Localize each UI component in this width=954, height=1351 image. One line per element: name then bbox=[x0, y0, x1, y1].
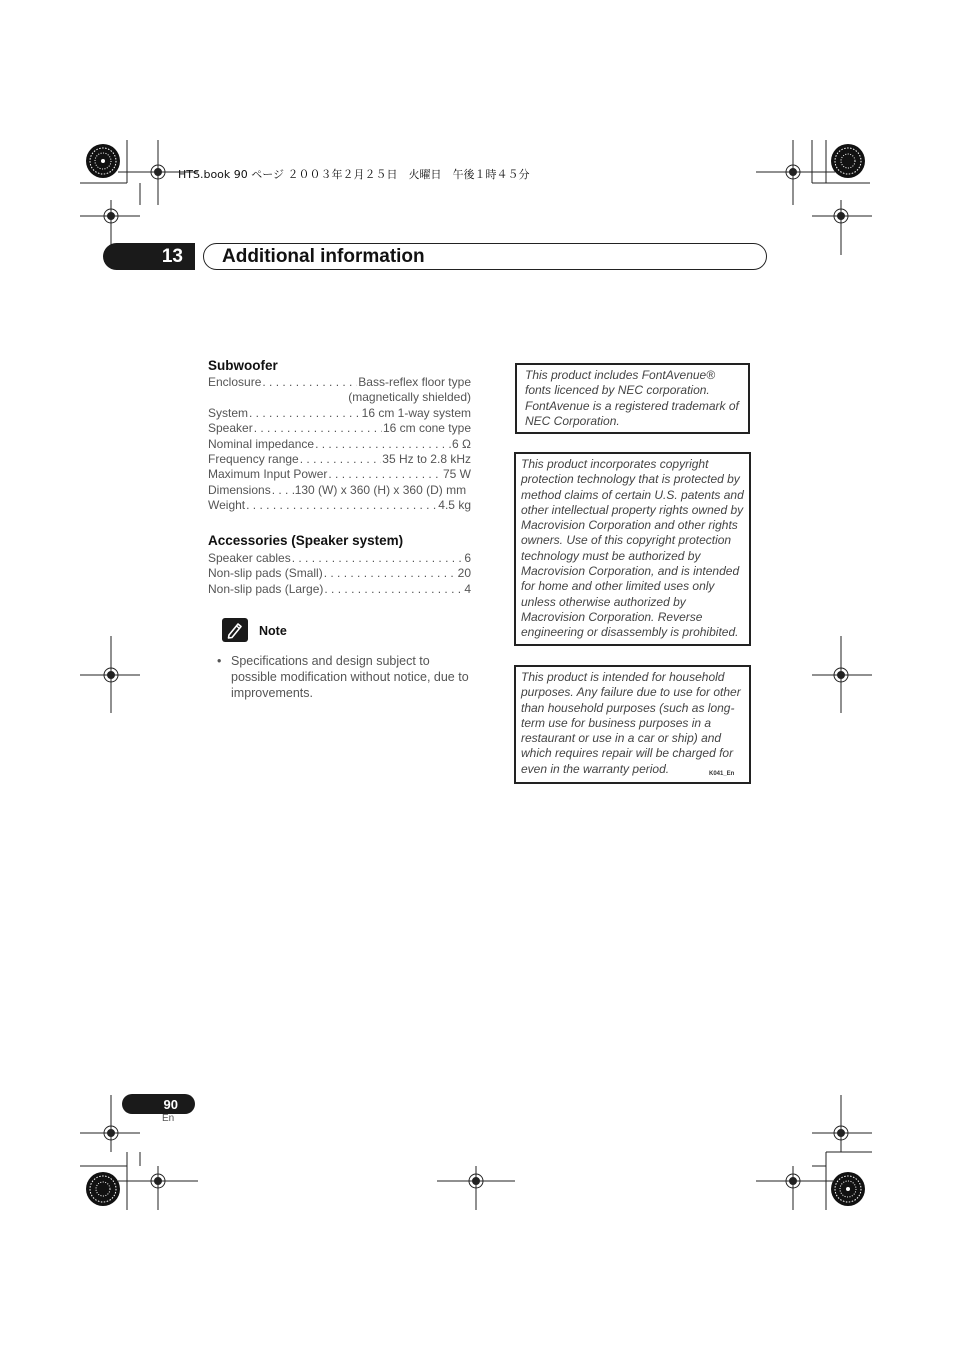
spec-label: Maximum Input Power bbox=[208, 467, 328, 482]
spec-row bbox=[208, 452, 471, 467]
starburst-mark bbox=[831, 144, 865, 178]
spec-row bbox=[208, 421, 471, 436]
fontavenue-notice-text: This product includes FontAvenue® fonts licenced by NEC corporation. FontAvenue is a registered trademark of NEC Corporation. bbox=[525, 368, 739, 428]
accessories-list bbox=[208, 551, 471, 597]
household-notice-text: This product is intended for household purposes. Any failure due to use for other than household purposes (such as long-term use for business purposes in a restaurant or use in a car or ship) and which requires repair will be charged for even in the warranty period. bbox=[521, 670, 741, 776]
spec-value: 35 Hz to 2.8 kHz bbox=[382, 451, 471, 466]
spec-continuation: (magnetically shielded) bbox=[348, 390, 471, 405]
accessory-count: 20 bbox=[457, 566, 471, 581]
registration-target bbox=[812, 1095, 872, 1152]
subwoofer-spec-list bbox=[208, 375, 471, 514]
bullet-dot: • bbox=[217, 654, 222, 668]
accessories-heading: Accessories (Speaker system) bbox=[208, 533, 404, 548]
note-bullet bbox=[217, 653, 479, 701]
starburst-mark bbox=[86, 1172, 120, 1206]
spec-value: 6 Ω bbox=[452, 436, 471, 451]
spec-row bbox=[208, 375, 471, 390]
spec-label: System bbox=[208, 405, 249, 420]
pencil-note-icon bbox=[222, 618, 248, 642]
note-label: Note bbox=[259, 624, 287, 638]
spec-row bbox=[208, 498, 471, 513]
registration-target bbox=[812, 636, 872, 713]
registration-target bbox=[80, 636, 140, 713]
accessory-count: 6 bbox=[464, 551, 471, 565]
spec-label: Enclosure bbox=[208, 375, 262, 389]
starburst-mark bbox=[86, 144, 120, 178]
registration-target bbox=[437, 1166, 515, 1210]
household-use-notice bbox=[514, 665, 751, 784]
spec-value: 130 (W) x 360 (H) x 360 (D) mm bbox=[294, 482, 467, 497]
subwoofer-heading: Subwoofer bbox=[208, 358, 278, 373]
document-code: K041_En bbox=[709, 771, 735, 777]
accessory-label: Speaker cables bbox=[208, 551, 291, 565]
page-number: 90 bbox=[122, 1094, 195, 1114]
spec-value: 16 cm cone type bbox=[382, 421, 471, 436]
spec-label: Nominal impedance bbox=[208, 436, 315, 451]
accessory-row bbox=[208, 582, 471, 597]
spec-value: 16 cm 1-way system bbox=[361, 405, 471, 420]
spec-label: Dimensions bbox=[208, 482, 271, 497]
accessory-label: Non-slip pads (Small) bbox=[208, 566, 323, 581]
page-language: En bbox=[162, 1113, 175, 1124]
spec-value: 75 W bbox=[442, 467, 471, 482]
chapter-title: Additional information bbox=[222, 246, 425, 267]
print-slug-line: HTS.book 90 ページ ２００３年２月２５日 火曜日 午後１時４５分 bbox=[178, 168, 530, 181]
chapter-number-tab: 13 bbox=[103, 243, 195, 270]
macrovision-notice bbox=[514, 452, 751, 646]
registration-target bbox=[118, 1166, 198, 1210]
spec-row bbox=[208, 406, 471, 421]
accessory-row bbox=[208, 566, 471, 581]
starburst-mark bbox=[831, 1172, 865, 1206]
accessory-label: Non-slip pads (Large) bbox=[208, 581, 324, 596]
note-bullet-text: Specifications and design subject to possible modification without notice, due to improvements. bbox=[231, 654, 469, 700]
spec-row bbox=[208, 467, 471, 482]
registration-target bbox=[756, 140, 835, 205]
accessory-row bbox=[208, 551, 471, 566]
registration-target bbox=[812, 200, 872, 255]
registration-target bbox=[756, 1166, 835, 1210]
spec-label: Weight bbox=[208, 498, 246, 513]
spec-label: Speaker bbox=[208, 421, 253, 436]
spec-value: Bass-reflex floor type bbox=[358, 375, 471, 389]
spec-label: Frequency range bbox=[208, 451, 299, 466]
spec-row bbox=[208, 437, 471, 452]
fontavenue-notice bbox=[515, 363, 750, 434]
accessory-count: 4 bbox=[464, 581, 471, 596]
spec-value: 4.5 kg bbox=[438, 498, 471, 513]
spec-row bbox=[208, 483, 471, 498]
macrovision-notice-text: This product incorporates copyright protection technology that is protected by method claims of certain U.S. patents and other intellectual property rights owned by Macrovision Corporation and other rights owners. Use of this copyright protection technology must be authorized by Macrovision Corporation, and is intended for home and other limited uses only unless otherwise authorized by Macrovision Corporation. Reverse engineering or disassembly is prohibited. bbox=[521, 457, 744, 640]
